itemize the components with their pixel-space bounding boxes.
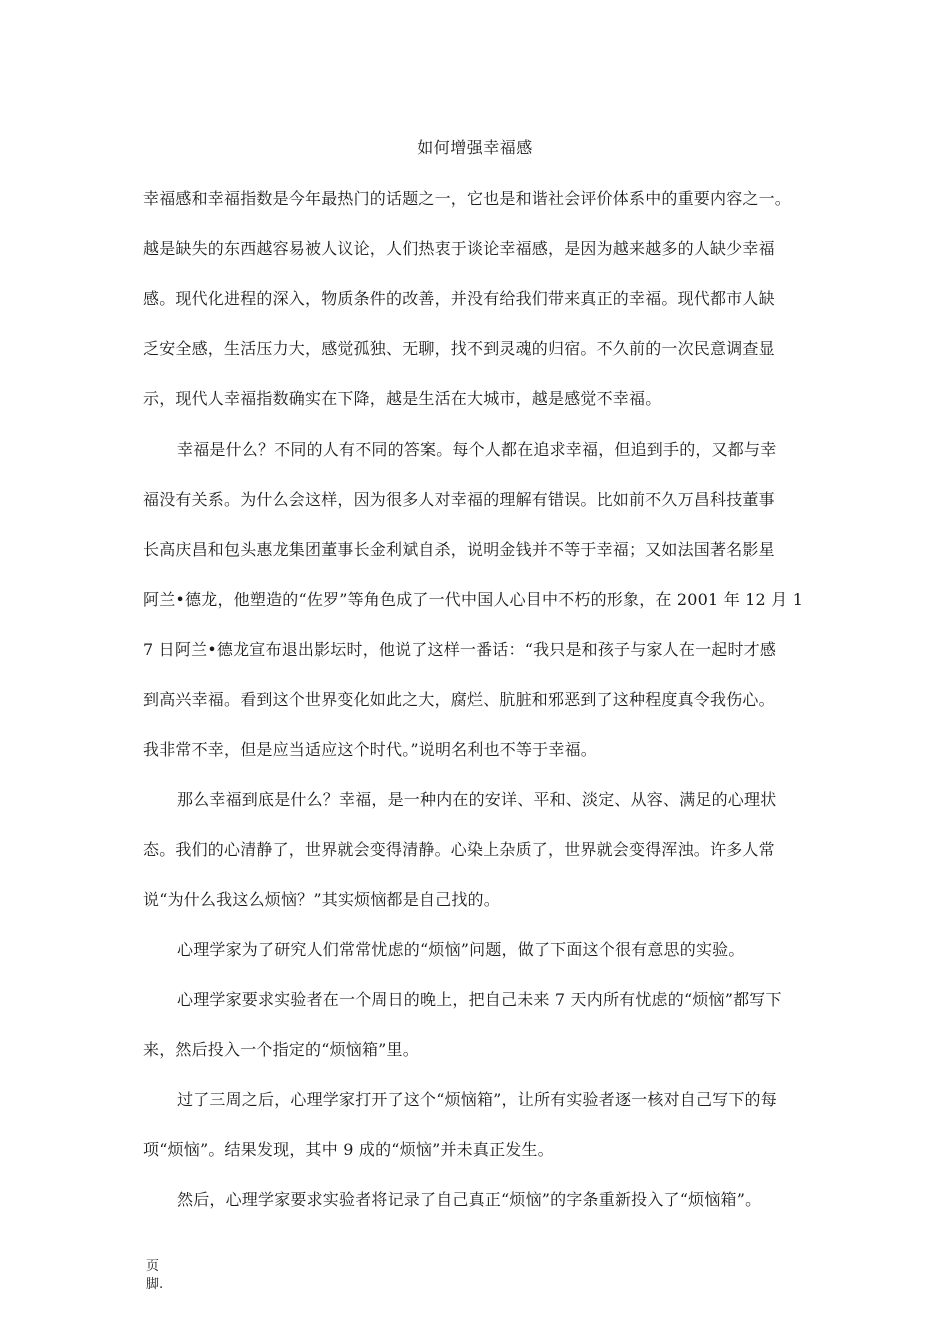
paragraph-line: 幸福感和幸福指数是今年最热门的话题之一，它也是和谐社会评价体系中的重要内容之一。 bbox=[143, 189, 792, 208]
paragraph-line: 我非常不幸，但是应当适应这个时代。”说明名利也不等于幸福。 bbox=[143, 740, 597, 759]
paragraph-line: 长高庆昌和包头惠龙集团董事长金利斌自杀，说明金钱并不等于幸福；又如法国著名影星 bbox=[143, 540, 775, 559]
paragraph-line: 心理学家为了研究人们常常忧虑的“烦恼”问题，做了下面这个很有意思的实验。 bbox=[177, 940, 745, 959]
paragraph-line: 然后，心理学家要求实验者将记录了自己真正“烦恼”的字条重新投入了“烦恼箱”。 bbox=[177, 1190, 762, 1209]
paragraph-line: 越是缺失的东西越容易被人议论，人们热衷于谈论幸福感，是因为越来越多的人缺少幸福 bbox=[143, 239, 775, 258]
paragraph-line: 到高兴幸福。看到这个世界变化如此之大，腐烂、肮脏和邪恶到了这种程度真令我伤心。 bbox=[143, 690, 775, 709]
footer-text: 页 bbox=[146, 1259, 160, 1274]
paragraph-line: 项“烦恼”。结果发现，其中 9 成的“烦恼”并未真正发生。 bbox=[143, 1140, 554, 1159]
paragraph-line: 说“为什么我这么烦恼？”其实烦恼都是自己找的。 bbox=[143, 890, 500, 909]
paragraph-line: 示，现代人幸福指数确实在下降，越是生活在大城市，越是感觉不幸福。 bbox=[143, 389, 662, 408]
paragraph-line: 幸福是什么？不同的人有不同的答案。每个人都在追求幸福，但追到手的，又都与幸 bbox=[177, 440, 777, 459]
paragraph-line: 过了三周之后，心理学家打开了这个“烦恼箱”，让所有实验者逐一核对自己写下的每 bbox=[177, 1090, 777, 1109]
page-title: 如何增强幸福感 bbox=[417, 138, 533, 157]
paragraph-line: 那么幸福到底是什么？幸福，是一种内在的安详、平和、淡定、从容、满足的心理状 bbox=[177, 790, 777, 809]
paragraph-line: 心理学家要求实验者在一个周日的晚上，把自己未来 7 天内所有忧虑的“烦恼”都写下 bbox=[177, 990, 782, 1009]
paragraph-line: 阿兰•德龙，他塑造的“佐罗”等角色成了一代中国人心目中不朽的形象，在 2001 年 12 月 1 bbox=[143, 590, 804, 609]
paragraph-line: 7 日阿兰•德龙宣布退出影坛时，他说了这样一番话：“我只是和孩子与家人在一起时才感 bbox=[143, 640, 777, 659]
paragraph-line: 来，然后投入一个指定的“烦恼箱”里。 bbox=[143, 1040, 419, 1059]
paragraph-line: 感。现代化进程的深入，物质条件的改善，并没有给我们带来真正的幸福。现代都市人缺 bbox=[143, 289, 775, 308]
paragraph-line: 态。我们的心清静了，世界就会变得清静。心染上杂质了，世界就会变得浑浊。许多人常 bbox=[143, 840, 775, 859]
paragraph-line: 乏安全感，生活压力大，感觉孤独、无聊，找不到灵魂的归宿。不久前的一次民意调查显 bbox=[143, 339, 775, 358]
paragraph-line: 福没有关系。为什么会这样，因为很多人对幸福的理解有错误。比如前不久万昌科技董事 bbox=[143, 490, 775, 509]
footer-text: 脚. bbox=[146, 1277, 164, 1292]
